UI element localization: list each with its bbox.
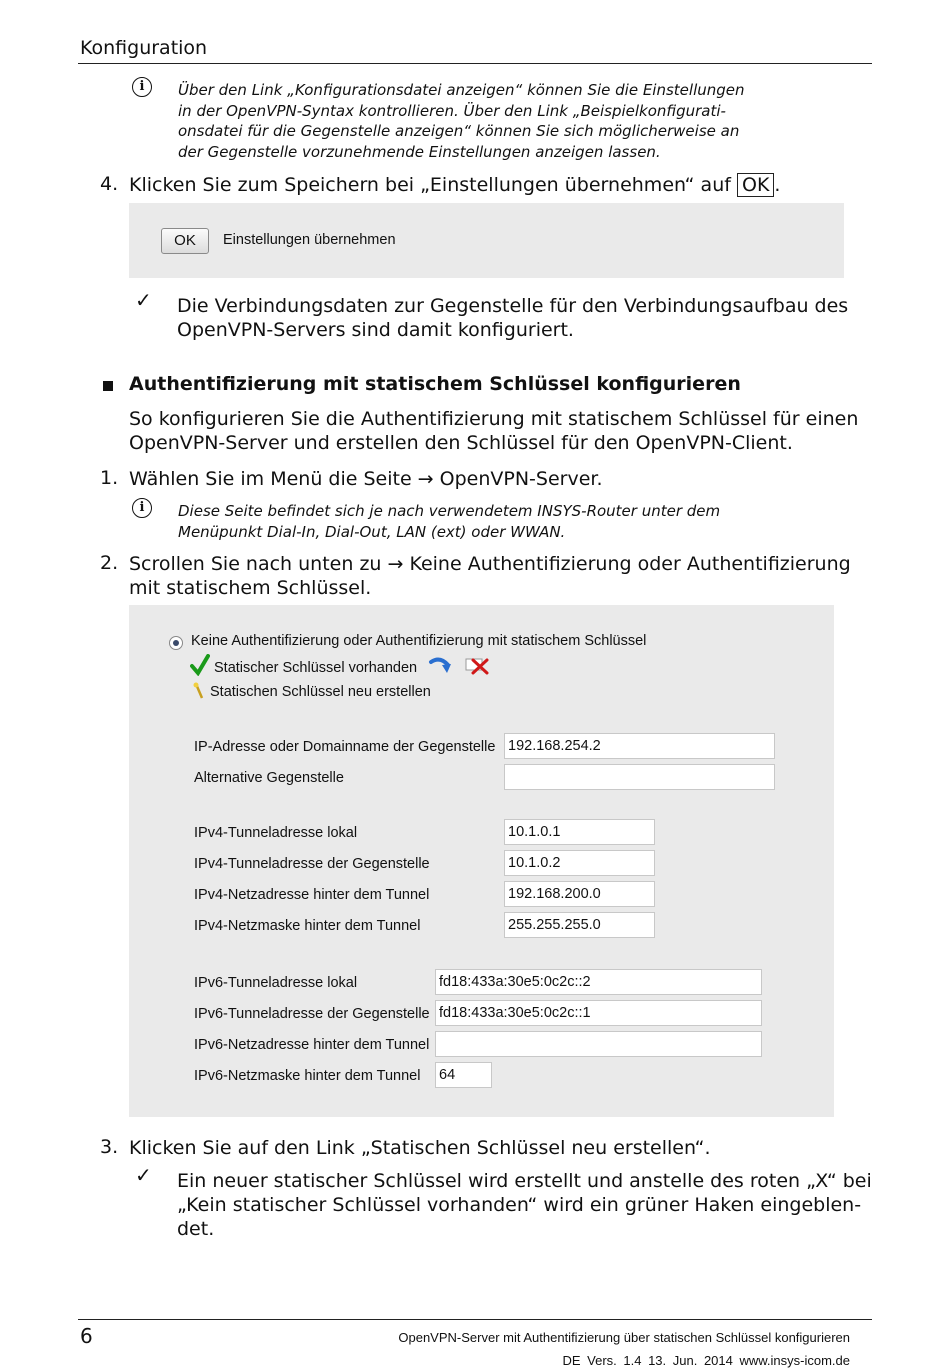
result-text [177,1169,872,1241]
note-line: Menüpunkt Dial-In, Dial-Out, LAN (ext) oder WWAN. [178,522,566,541]
header-rule [78,63,872,64]
new-key-wand-icon [192,682,204,700]
result-line: det. [177,1218,215,1240]
field-label: Alternative Gegenstelle [194,770,344,786]
footer-rule [78,1319,872,1320]
checkmark-icon: ✓ [135,1163,152,1187]
intro-line: So konfigurieren Sie die Authentifizierung mit statischem Schlüssel für einen [129,408,859,430]
intro-line: OpenVPN-Server und erstellen den Schlüssel für den OpenVPN-Client. [129,432,793,454]
step-3-text: Klicken Sie auf den Link „Statischen Schlüssel neu erstellen“. [129,1137,711,1159]
note-line: Diese Seite befindet sich je nach verwendetem INSYS-Router unter dem [178,502,721,520]
field-label: IPv6-Tunneladresse der Gegenstelle [194,1006,430,1022]
section-intro [129,407,858,455]
ipv6-tunnel-remote-input[interactable]: fd18:433a:30e5:0c2c::1 [435,1000,762,1026]
info-icon: i [132,77,152,97]
footer-meta: DE Vers. 1.4 13. Jun. 2014 www.insys-icom.de [562,1353,850,1368]
step-number: 3. [100,1136,119,1158]
auth-radio-label: Keine Authentifizierung oder Authentifizierung mit statischem Schlüssel [191,633,647,649]
key-present-label: Statischer Schlüssel vorhanden [214,660,418,676]
step-2-text [129,552,851,600]
field-label: IPv6-Netzadresse hinter dem Tunnel [194,1037,430,1053]
green-check-icon [190,654,210,676]
step-number: 1. [100,467,119,489]
result-line: OpenVPN-Servers sind damit konfiguriert. [177,319,574,341]
ipv4-tunnel-local-input[interactable]: 10.1.0.1 [504,819,655,845]
step-line: Scrollen Sie nach unten zu → Keine Authentifizierung oder Authentifizierung [129,553,851,575]
ipv4-tunnel-remote-input[interactable]: 10.1.0.2 [504,850,655,876]
result-line: Die Verbindungsdaten zur Gegenstelle für den Verbindungsaufbau des [177,295,849,317]
result-line: Ein neuer statischer Schlüssel wird erstellt und anstelle des roten „X“ bei [177,1170,872,1192]
result-text [177,294,848,342]
delete-key-icon[interactable] [464,656,490,676]
step-number: 2. [100,552,119,574]
step-end: . [774,174,781,196]
step-text: Klicken Sie zum Speichern bei „Einstellungen übernehmen“ auf [129,174,731,196]
remote-address-input[interactable]: 192.168.254.2 [504,733,775,759]
radio-dot [173,640,179,646]
field-label: IP-Adresse oder Domainname der Gegenstelle [194,739,496,755]
bullet-square-icon [103,381,113,391]
field-label: IPv6-Tunneladresse lokal [194,975,358,991]
note-menu-location [178,501,720,542]
alternative-remote-input[interactable] [504,764,775,790]
footer-title: OpenVPN-Server mit Authentifizierung über statischen Schlüssel konfigurieren [398,1330,850,1345]
field-label: IPv4-Tunneladresse lokal [194,825,358,841]
note-line: der Gegenstelle vorzunehmende Einstellungen anzeigen lassen. [178,142,661,161]
ok-button[interactable]: OK [161,228,209,254]
result-line: „Kein statischer Schlüssel vorhanden“ wird ein grüner Haken eingeblen- [177,1194,862,1216]
ipv4-netmask-input[interactable]: 255.255.255.0 [504,912,655,938]
ipv6-network-input[interactable] [435,1031,762,1057]
note-line: in der OpenVPN-Syntax kontrollieren. Über den Link „Beispielkonfigurati- [178,101,726,120]
ipv6-tunnel-local-input[interactable]: fd18:433a:30e5:0c2c::2 [435,969,762,995]
step-number: 4. [100,173,119,195]
page-number: 6 [80,1324,93,1348]
step-line: mit statischem Schlüssel. [129,577,372,599]
field-label: IPv6-Netzmaske hinter dem Tunnel [194,1068,421,1084]
download-arrow-icon[interactable] [428,656,454,676]
field-label: IPv4-Netzmaske hinter dem Tunnel [194,918,421,934]
section-heading: Authentifizierung mit statischem Schlüssel konfigurieren [129,373,741,395]
info-icon: i [132,498,152,518]
note-line: Über den Link „Konfigurationsdatei anzeigen“ können Sie die Einstellungen [178,81,745,99]
step-1-text: Wählen Sie im Menü die Seite → OpenVPN-Server. [129,468,603,490]
ok-key-label: OK [737,173,774,197]
ipv6-netmask-input[interactable]: 64 [435,1062,492,1088]
page-header-title: Konfiguration [80,37,208,59]
auth-static-key-radio[interactable] [169,636,183,650]
field-label: IPv4-Tunneladresse der Gegenstelle [194,856,430,872]
step-4-text [129,173,780,197]
create-new-key-link[interactable]: Statischen Schlüssel neu erstellen [210,684,431,700]
checkmark-icon: ✓ [135,288,152,312]
apply-settings-label: Einstellungen übernehmen [223,232,396,248]
field-label: IPv4-Netzadresse hinter dem Tunnel [194,887,430,903]
note-konfigurationsdatei [178,80,745,162]
ipv4-network-input[interactable]: 192.168.200.0 [504,881,655,907]
note-line: onsdatei für die Gegenstelle anzeigen“ können Sie sich möglicherweise an [178,122,740,140]
